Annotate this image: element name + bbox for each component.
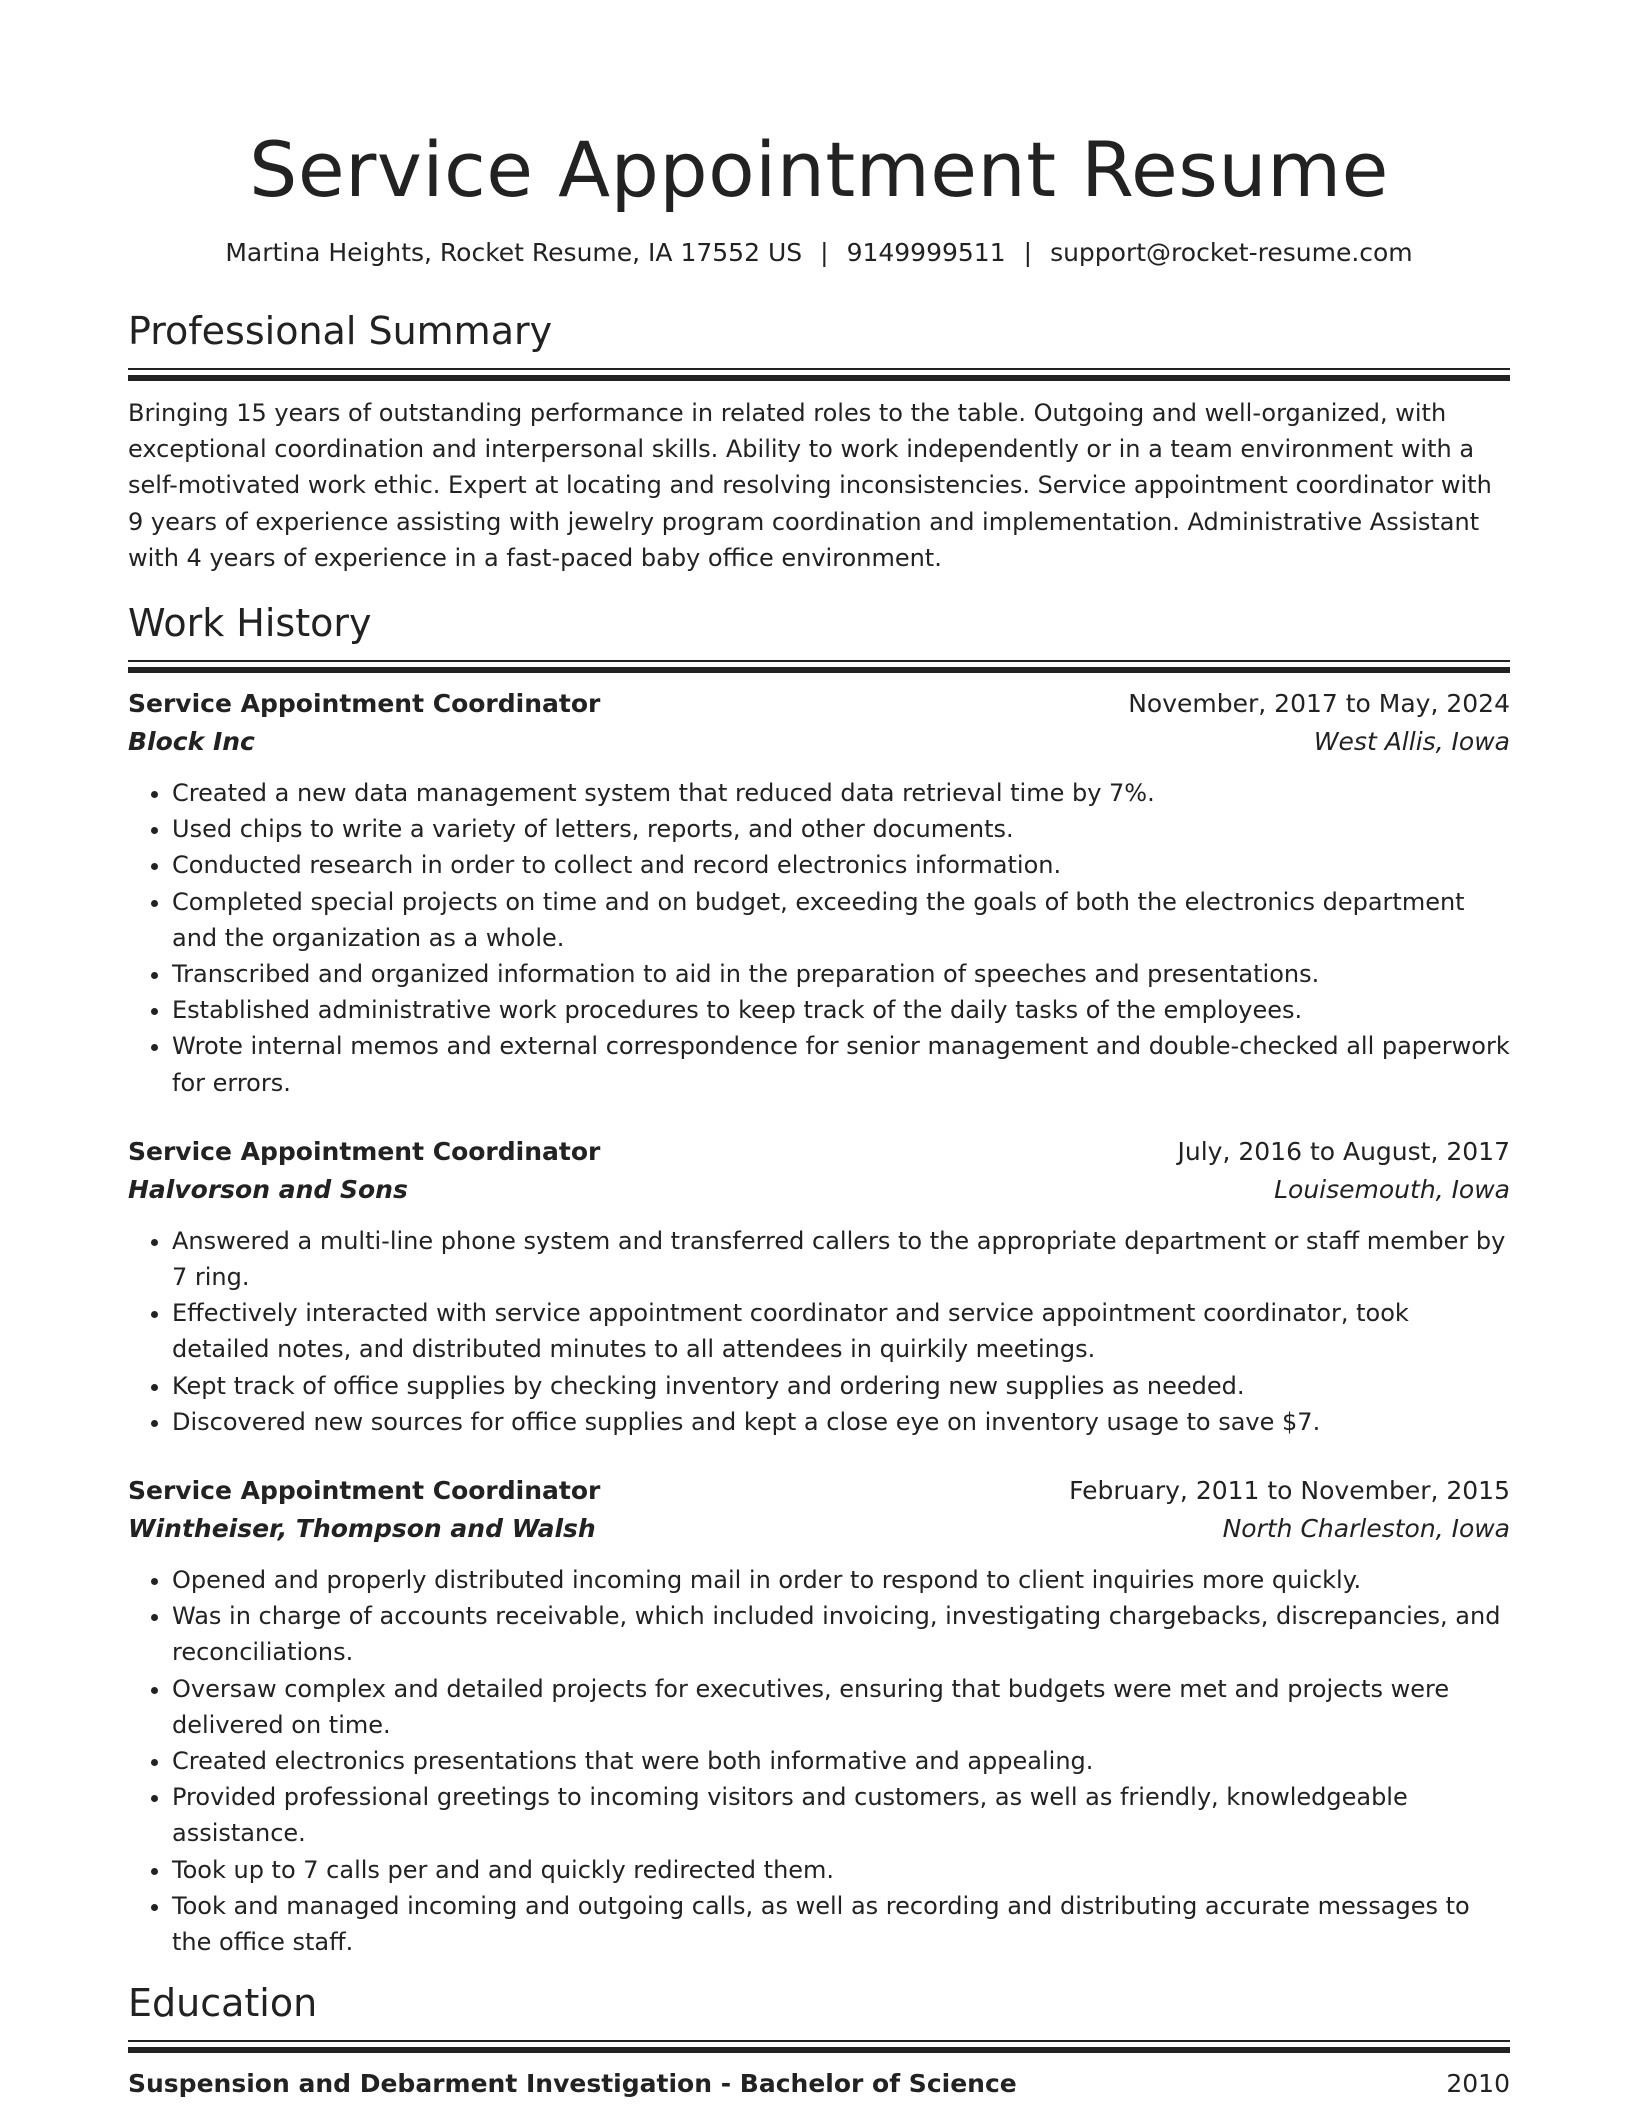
job-company: Block Inc — [128, 727, 255, 757]
contact-line — [128, 236, 1510, 270]
job-bullet: • Opened and properly distributed incoming mail in order to respond to client inquiries more quickly. — [172, 1562, 1510, 1598]
job-header-row — [128, 1133, 1510, 1171]
job-company-row — [128, 1510, 1510, 1548]
job-title: Service Appointment Coordinator — [128, 1476, 601, 1506]
job-company: Wintheiser, Thompson and Walsh — [128, 1514, 596, 1544]
education-section — [128, 1978, 1510, 2103]
job-header-row — [128, 685, 1510, 723]
section-rule-thin — [128, 660, 1510, 662]
contact-address: Martina Heights, Rocket Resume, IA 17552 US — [225, 238, 803, 267]
job-bullet: • Answered a multi-line phone system and transferred callers to the appropriate department or staff member by 7 ring. — [172, 1223, 1510, 1295]
contact-separator: | — [820, 238, 829, 267]
job-bullet: • Established administrative work procedures to keep track of the daily tasks of the employees. — [172, 992, 1510, 1028]
professional-summary-section — [128, 306, 1510, 576]
job-company-row — [128, 1171, 1510, 1209]
job-bullet: • Took and managed incoming and outgoing calls, as well as recording and distributing accurate messages to the office staff. — [172, 1888, 1510, 1960]
job-entry — [128, 685, 1510, 1101]
section-rule-thick — [128, 2047, 1510, 2053]
job-bullet: • Used chips to write a variety of letters, reports, and other documents. — [172, 811, 1510, 847]
job-bullet: • Wrote internal memos and external correspondence for senior management and double-checked all paperwork for errors. — [172, 1028, 1510, 1100]
job-bullet: • Oversaw complex and detailed projects for executives, ensuring that budgets were met and projects were delivered on time. — [172, 1671, 1510, 1743]
job-title: Service Appointment Coordinator — [128, 689, 601, 719]
job-bullet: • Kept track of office supplies by checking inventory and ordering new supplies as needed. — [172, 1368, 1510, 1404]
education-degree: Suspension and Debarment Investigation - Bachelor of Science — [128, 2069, 1017, 2099]
section-heading: Work History — [128, 601, 372, 646]
job-bullet: • Created a new data management system that reduced data retrieval time by 7%. — [172, 775, 1510, 811]
section-rule-thin — [128, 368, 1510, 370]
job-bullet-list — [128, 1562, 1510, 1960]
section-rule-thick — [128, 375, 1510, 381]
job-bullet: • Provided professional greetings to incoming visitors and customers, as well as friendly, knowledgeable assistance. — [172, 1779, 1510, 1851]
job-company: Halvorson and Sons — [128, 1174, 408, 1204]
resume-page — [128, 0, 1510, 2103]
job-bullet: • Was in charge of accounts receivable, which included invoicing, investigating chargebacks, discrepancies, and reconciliations. — [172, 1598, 1510, 1670]
job-location: West Allis, Iowa — [1313, 727, 1510, 757]
job-dates: November, 2017 to May, 2024 — [1128, 689, 1510, 719]
job-dates: July, 2016 to August, 2017 — [1177, 1136, 1510, 1166]
resume-title: Service Appointment Resume — [249, 125, 1389, 214]
job-bullet: • Discovered new sources for office supplies and kept a close eye on inventory usage to save $7. — [172, 1404, 1510, 1440]
job-bullet: • Created electronics presentations that were both informative and appealing. — [172, 1743, 1510, 1779]
contact-email: support@rocket-resume.com — [1050, 238, 1413, 267]
job-bullet: • Transcribed and organized information to aid in the preparation of speeches and presentations. — [172, 956, 1510, 992]
section-rule-thin — [128, 2040, 1510, 2042]
job-bullet-list — [128, 775, 1510, 1101]
job-company-row — [128, 723, 1510, 761]
job-bullet: • Completed special projects on time and on budget, exceeding the goals of both the electronics department and the organization as a whole. — [172, 884, 1510, 956]
job-bullet: • Took up to 7 calls per and and quickly redirected them. — [172, 1852, 1510, 1888]
education-year: 2010 — [1446, 2069, 1510, 2099]
section-heading: Professional Summary — [128, 309, 553, 353]
job-list — [128, 685, 1510, 1960]
work-history-section — [128, 598, 1510, 1960]
summary-text: Bringing 15 years of outstanding performance in related roles to the table. Outgoing and well-organized, with exceptional coordination and interpersonal skills. Ability to work independently or in a team environment with a self-motivated work ethic. Expert at locating and resolving inconsistencies. Service appointment coordinator with 9 years of experience assisting with jewelry program coordination and implementation. Administrative Assistant with 4 years of experience in a fast-paced baby office environment. — [128, 399, 1492, 572]
section-heading: Education — [128, 1981, 318, 2026]
contact-phone: 9149999511 — [846, 238, 1006, 267]
education-entry — [128, 2065, 1510, 2103]
job-location: North Charleston, Iowa — [1222, 1514, 1510, 1544]
job-bullet: • Effectively interacted with service appointment coordinator and service appointment coordinator, took detailed notes, and distributed minutes to all attendees in quirkily meetings. — [172, 1295, 1510, 1367]
job-bullet: • Conducted research in order to collect and record electronics information. — [172, 847, 1510, 883]
job-title: Service Appointment Coordinator — [128, 1136, 601, 1166]
section-rule-thick — [128, 667, 1510, 673]
job-bullet-list — [128, 1223, 1510, 1440]
job-dates: February, 2011 to November, 2015 — [1069, 1476, 1510, 1506]
job-location: Louisemouth, Iowa — [1274, 1174, 1510, 1204]
job-entry — [128, 1133, 1510, 1440]
contact-separator: | — [1023, 238, 1033, 267]
job-entry — [128, 1472, 1510, 1960]
job-header-row — [128, 1472, 1510, 1510]
